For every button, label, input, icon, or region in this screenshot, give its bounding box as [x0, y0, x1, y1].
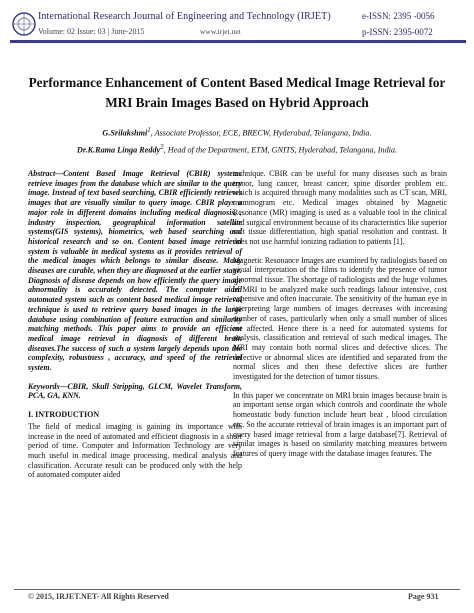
author-1	[14, 127, 460, 138]
right-column	[233, 169, 447, 459]
author-2-affiliation: , Head of the Department, ETM, GNITS, Hyderabad, Telangana, India.	[163, 145, 398, 155]
introduction-paragraph-1: The field of medical imaging is gaining its importance with increase in the need of automated and efficient diagnosis in a short period of time. Computer and Information Technology are very much useful in medical image processing, medical analysis and classification. Accurate result can be produced only with the help of automated computer aided	[28, 421, 242, 480]
journal-header	[10, 8, 466, 66]
section-heading-introduction: I. INTRODUCTION	[28, 410, 100, 420]
journal-volume: Volume: 02 Issue: 03 | June-2015	[38, 27, 145, 36]
author-2-name: Dr.K.Rama Linga Reddy	[76, 145, 161, 155]
author-1-sup: 1	[147, 127, 151, 134]
introduction-paragraph-3: In this paper we concentrate on MRI brain images because brain is an important sense organ which controls and coordinate the whole homeostatic body function include heart beat , blood circulation etc. So the accurate retrieval of brain images is an important part of query based image retrieval from a large database[7]. Retrieval of similar images is based on similarity matching measures between features of query image with the database images features. The	[233, 390, 447, 458]
paper-title: Performance Enhancement of Content Based Medical Image Retrieval for MRI Brain Images Based on Hybrid Approach	[28, 75, 446, 110]
header-divider	[10, 40, 466, 43]
author-2	[14, 144, 460, 155]
journal-website-link[interactable]: www.irjet.net	[200, 27, 241, 36]
journal-name: International Research Journal of Engineering and Technology (IRJET)	[38, 11, 331, 22]
introduction-paragraph-2: Magnetic Resonance Images are examined by radiologists based on visual interpretation of the films to identify the presence of tumor abnormal tissue. The shortage of radiologists and the huge volumes of MRI to be analyzed make such readings labour intensive, cost expensive and often inaccurate. The sensitivity of the human eye in interpreting large numbers of images decreases with increasing number of cases, particularly when only a small number of slices are affected. Hence there is a need for automated systems for analysis, classification and retrieval of such medical images. The MRI may contain both normal slices and defective slices. The defective or abnormal slices are identified and separated from the normal slices and then these defective slices are further investigated for the detection of tumor tissues.	[233, 255, 447, 382]
p-issn: p-ISSN: 2395-0072	[362, 27, 433, 37]
keywords: Keywords—CBIR, Skull Stripping, GLCM, Wavelet Transform, PCA, GA, KNN.	[28, 381, 242, 401]
e-issn: e-ISSN: 2395 -0056	[362, 11, 435, 21]
footer-copyright: © 2015, IRJET.NET- All Rights Reserved	[28, 592, 169, 601]
author-1-affiliation: , Associate Professor, ECE, BRECW, Hyderabad, Telangana, India.	[150, 128, 372, 138]
left-column	[28, 169, 242, 480]
footer-divider	[14, 589, 460, 590]
author-2-sup: 2	[160, 144, 164, 151]
introduction-paragraph-1-continued: technique. CBIR can be useful for many diseases such as brain tumor, lung cancer, breast cancer, spine disorder problem etc. which is acquired through many modalities such as CT scan, MRI, mammogram etc. Medical images obtained by Magnetic Resonance (MR) imaging is used as a valuable tool in the clinical and surgical environment because of its characteristics like superior soft tissue differentiation, high spatial resolution and contrast. It does not use harmful ionizing radiation to patients [1].	[233, 169, 447, 246]
author-1-name: G.Srilakshmi	[102, 128, 148, 138]
page-number: Page 931	[408, 592, 439, 601]
abstract: Abstract—Content Based Image Retrieval (CBIR) systems retrieve images from the database which are similar to the query image. Instead of text based searching, CBIR efficiently retrieves images that are visually similar to query image. CBIR plays a major role in different domains including medical diagnosis, , industry inspection, geographical information satellite systems(GIS systems), biometrics, web based searching and historical research and so on. Content based image retrieval system is valuable in medical systems as it provides retrieval of the medical images which belongs to similar disease. Many diseases are curable, when they are diagnosed at the earlier stage. Diagnosis of disease depends on how efficiently the query image abnormality is accurately detected. The computer aided automated system such as content based medical image retrieval technique is used to retrieve query based images in the large database using combination of feature extraction and similarity matching methods. This paper aims to provide an efficient medical image retrieval in diagnosis of different brain diseases.The success of such a system largely depends upon the complexity, robustness , accuracy, and speed of the retrieval system.	[28, 169, 242, 373]
